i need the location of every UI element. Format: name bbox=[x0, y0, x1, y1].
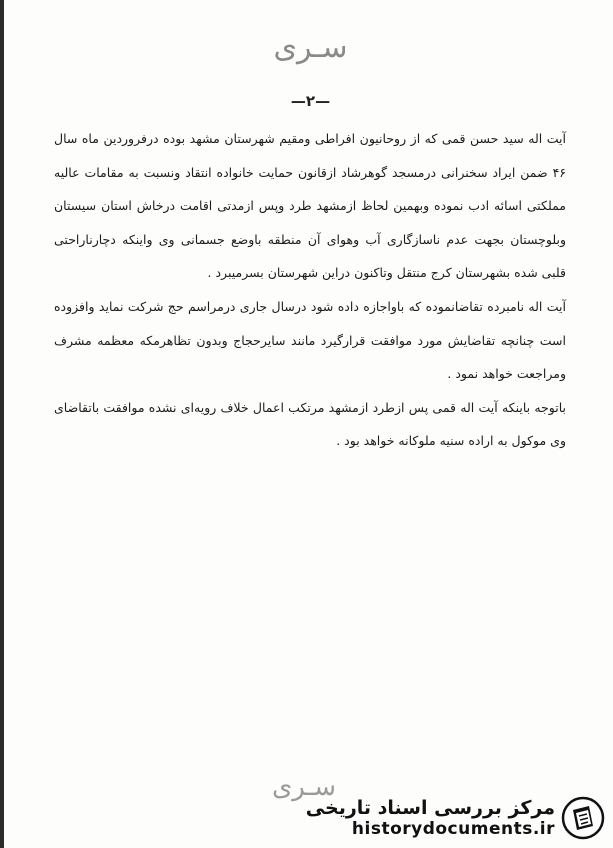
paragraph-3: باتوجه باینکه آیت اله قمی پس ازطرد ازمشهد مرتکب اعمال خلاف رویه‌ای نشده موافقت باتقاضای وی موکول به اراده سنیه ملوکانه خواهد بود . bbox=[54, 399, 566, 449]
document-body bbox=[54, 122, 566, 458]
watermark-text bbox=[306, 797, 555, 839]
page-number: —۲— bbox=[290, 92, 331, 110]
secret-stamp-bottom: سـری bbox=[271, 772, 337, 802]
paragraph-2: آیت اله نامبرده تقاضانموده که باواجازه داده شود درسال جاری درمراسم حج شرکت نماید وافزوده است چنانچه تقاضایش مورد موافقت قرارگیرد مانند سایرحجاج وبدون تظاهرمکه معظمه مشرف ومراجعت خواهد نمود . bbox=[54, 298, 566, 382]
watermark-url: historydocuments.ir bbox=[351, 819, 555, 839]
secret-stamp-top: سـری bbox=[273, 30, 348, 65]
watermark bbox=[306, 796, 605, 840]
paragraph-1: آیت اله سید حسن قمی که از روحانیون افراطی ومقیم شهرستان مشهد بوده درفروردین ماه سال ۴۶ ضمن ایراد سخنرانی درمسجد گوهرشاد ازقانون حمایت خانواده انتقاد ونسبت به مقامات عالیه مملکتی اسائه ادب نموده وبهمین لحاظ ازمشهد طرد وپس ازمدتی اقامت درخاش استان سیستان وبلوچستان بجهت عدم ناسازگاری آب وهوای آن منطقه باوضع جسمانی وی واینکه دچارناراحتی قلبی شده بشهرستان کرج منتقل وتاکنون دراین شهرستان بسرمیبرد . bbox=[54, 131, 566, 281]
watermark-title: مرکز بررسی اسناد تاریخی bbox=[305, 797, 555, 819]
archive-logo-icon bbox=[561, 796, 605, 840]
